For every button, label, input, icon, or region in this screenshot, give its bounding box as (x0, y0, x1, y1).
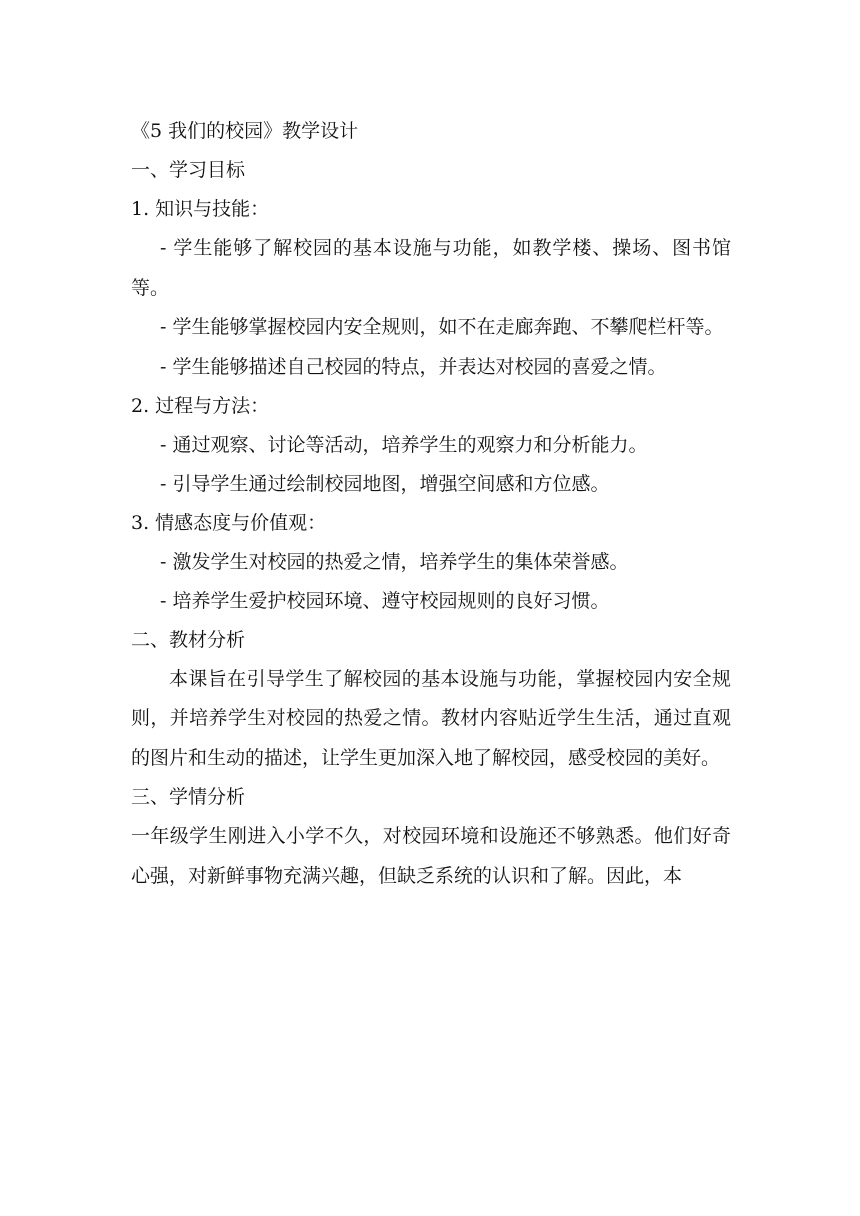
section-heading-materials: 二、教材分析 (131, 628, 246, 651)
materials-paragraph: 本课旨在引导学生了解校园的基本设施与功能，掌握校园内安全规则，并培养学生对校园的热爱之情。教材内容贴近学生生活，通过直观的图片和生动的描述，让学生更加深入地了解校园，感受校园的美好。 (131, 667, 731, 769)
goal-label-process: 2. 过程与方法： (131, 394, 270, 417)
goal-label-attitude: 3. 情感态度与价值观： (131, 511, 327, 534)
learners-paragraph: 一年级学生刚进入小学不久，对校园环境和设施还不够熟悉。他们好奇心强，对新鲜事物充满兴趣，但缺乏系统的认识和了解。因此，本 (131, 825, 731, 887)
goal-point (131, 229, 731, 308)
goal-point: - 学生能够描述自己校园的特点，并表达对校园的喜爱之情。 (160, 355, 667, 378)
goal-point (131, 308, 731, 348)
section-heading-goals: 一、学习目标 (131, 159, 246, 181)
document-title: 《5 我们的校园》教学设计 (131, 120, 359, 142)
goal-point: - 引导学生通过绘制校园地图，增强空间感和方位感。 (160, 472, 610, 495)
goal-label-knowledge: 1. 知识与技能： (131, 198, 270, 220)
goal-point-text: - 学生能够了解校园的基本设施与功能，如教学楼、操场、图书馆等。 (131, 237, 731, 299)
section-heading-learners: 三、学情分析 (131, 786, 246, 808)
goal-point: - 激发学生对校园的热爱之情，培养学生的集体荣誉感。 (160, 550, 629, 573)
goal-point: - 培养学生爱护校园环境、遵守校园规则的良好习惯。 (160, 589, 610, 612)
document-body (131, 112, 731, 896)
goal-point-text: - 学生能够掌握校园内安全规则，如不在走廊奔跑、不攀爬栏杆等。 (160, 316, 724, 338)
goal-point: - 通过观察、讨论等活动，培养学生的观察力和分析能力。 (160, 433, 648, 456)
